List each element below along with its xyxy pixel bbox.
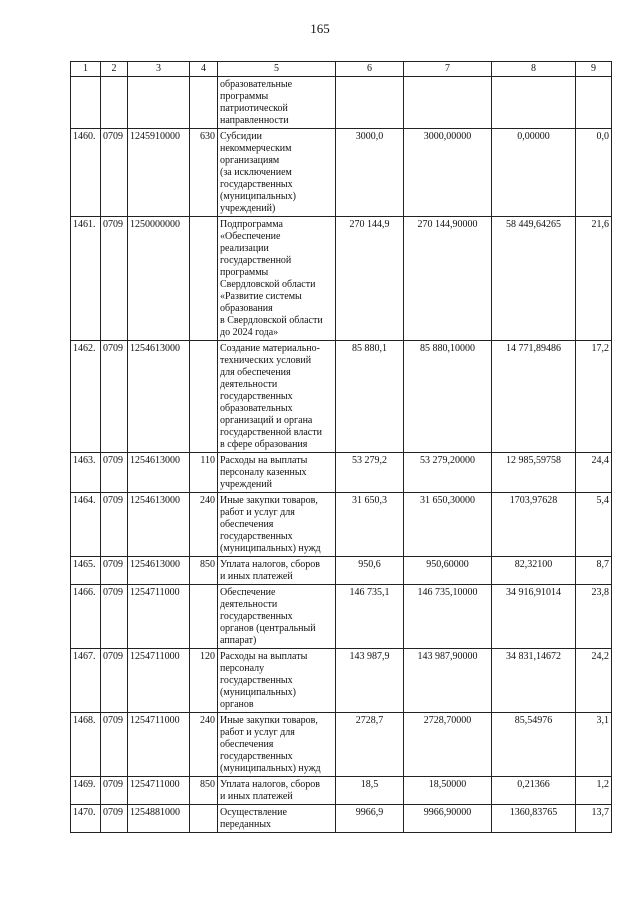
executed-amount-cell: 0,00000 — [492, 129, 576, 217]
row-number-cell: 1464. — [71, 493, 101, 557]
row-number-cell: 1465. — [71, 557, 101, 585]
plan-amount-cell: 9966,9 — [336, 805, 404, 833]
item-name-cell: образовательные программы патриотической направленности — [218, 77, 336, 129]
execution-percent-cell: 1,2 — [576, 777, 612, 805]
target-code-cell: 1250000000 — [128, 217, 190, 341]
section-code-cell: 0709 — [101, 129, 128, 217]
plan-amount-cell: 18,5 — [336, 777, 404, 805]
row-number-cell: 1461. — [71, 217, 101, 341]
plan-amount-cell: 3000,0 — [336, 129, 404, 217]
section-code-cell: 0709 — [101, 585, 128, 649]
approved-amount-cell: 143 987,90000 — [404, 649, 492, 713]
plan-amount-cell: 270 144,9 — [336, 217, 404, 341]
expense-type-cell: 240 — [190, 493, 218, 557]
table-row — [71, 341, 612, 453]
column-header: 3 — [128, 62, 190, 77]
section-code-cell: 0709 — [101, 649, 128, 713]
section-code-cell: 0709 — [101, 341, 128, 453]
execution-percent-cell — [576, 77, 612, 129]
expense-type-cell — [190, 217, 218, 341]
section-code-cell: 0709 — [101, 805, 128, 833]
column-header: 7 — [404, 62, 492, 77]
expense-type-cell — [190, 585, 218, 649]
approved-amount-cell — [404, 77, 492, 129]
expense-type-cell: 120 — [190, 649, 218, 713]
target-code-cell — [128, 77, 190, 129]
executed-amount-cell — [492, 77, 576, 129]
table-row — [71, 649, 612, 713]
execution-percent-cell: 0,0 — [576, 129, 612, 217]
expense-type-cell — [190, 341, 218, 453]
target-code-cell: 1254613000 — [128, 557, 190, 585]
target-code-cell: 1254711000 — [128, 585, 190, 649]
row-number-cell: 1462. — [71, 341, 101, 453]
target-code-cell: 1254881000 — [128, 805, 190, 833]
column-header: 5 — [218, 62, 336, 77]
plan-amount-cell: 2728,7 — [336, 713, 404, 777]
row-number-cell: 1463. — [71, 453, 101, 493]
target-code-cell: 1254613000 — [128, 341, 190, 453]
executed-amount-cell: 0,21366 — [492, 777, 576, 805]
row-number-cell: 1460. — [71, 129, 101, 217]
execution-percent-cell: 5,4 — [576, 493, 612, 557]
row-number-cell — [71, 77, 101, 129]
execution-percent-cell: 17,2 — [576, 341, 612, 453]
target-code-cell: 1245910000 — [128, 129, 190, 217]
table-row — [71, 129, 612, 217]
target-code-cell: 1254711000 — [128, 649, 190, 713]
column-header: 8 — [492, 62, 576, 77]
column-header: 4 — [190, 62, 218, 77]
expense-type-cell: 630 — [190, 129, 218, 217]
approved-amount-cell: 9966,90000 — [404, 805, 492, 833]
plan-amount-cell: 143 987,9 — [336, 649, 404, 713]
item-name-cell: Обеспечение деятельности государственных органов (центральный аппарат) — [218, 585, 336, 649]
section-code-cell: 0709 — [101, 453, 128, 493]
row-number-cell: 1470. — [71, 805, 101, 833]
executed-amount-cell: 58 449,64265 — [492, 217, 576, 341]
item-name-cell: Иные закупки товаров, работ и услуг для обеспечения государственных (муниципальных) нужд — [218, 713, 336, 777]
target-code-cell: 1254711000 — [128, 713, 190, 777]
approved-amount-cell: 270 144,90000 — [404, 217, 492, 341]
execution-percent-cell: 8,7 — [576, 557, 612, 585]
row-number-cell: 1469. — [71, 777, 101, 805]
approved-amount-cell: 53 279,20000 — [404, 453, 492, 493]
execution-percent-cell: 13,7 — [576, 805, 612, 833]
approved-amount-cell: 2728,70000 — [404, 713, 492, 777]
item-name-cell: Создание материально- технических условий для обеспечения деятельности государственных образовательных организаций и органа государственной власти в сфере образования — [218, 341, 336, 453]
plan-amount-cell: 53 279,2 — [336, 453, 404, 493]
executed-amount-cell: 82,32100 — [492, 557, 576, 585]
plan-amount-cell: 146 735,1 — [336, 585, 404, 649]
executed-amount-cell: 1360,83765 — [492, 805, 576, 833]
budget-table — [70, 61, 612, 833]
executed-amount-cell: 34 831,14672 — [492, 649, 576, 713]
column-header: 2 — [101, 62, 128, 77]
expense-type-cell — [190, 77, 218, 129]
table-row — [71, 557, 612, 585]
executed-amount-cell: 1703,97628 — [492, 493, 576, 557]
expense-type-cell — [190, 805, 218, 833]
column-header: 6 — [336, 62, 404, 77]
section-code-cell: 0709 — [101, 557, 128, 585]
table-row — [71, 777, 612, 805]
execution-percent-cell: 24,4 — [576, 453, 612, 493]
item-name-cell: Уплата налогов, сборов и иных платежей — [218, 777, 336, 805]
expense-type-cell: 850 — [190, 777, 218, 805]
expense-type-cell: 850 — [190, 557, 218, 585]
plan-amount-cell: 950,6 — [336, 557, 404, 585]
target-code-cell: 1254613000 — [128, 453, 190, 493]
target-code-cell: 1254711000 — [128, 777, 190, 805]
item-name-cell: Осуществление переданных — [218, 805, 336, 833]
item-name-cell: Иные закупки товаров, работ и услуг для обеспечения государственных (муниципальных) нужд — [218, 493, 336, 557]
item-name-cell: Подпрограмма «Обеспечение реализации государственной программы Свердловской области «Развитие системы образования в Свердловской области до 2024 года» — [218, 217, 336, 341]
section-code-cell: 0709 — [101, 713, 128, 777]
plan-amount-cell — [336, 77, 404, 129]
item-name-cell: Расходы на выплаты персоналу государственных (муниципальных) органов — [218, 649, 336, 713]
item-name-cell: Расходы на выплаты персоналу казенных учреждений — [218, 453, 336, 493]
row-number-cell: 1468. — [71, 713, 101, 777]
execution-percent-cell: 23,8 — [576, 585, 612, 649]
target-code-cell: 1254613000 — [128, 493, 190, 557]
executed-amount-cell: 12 985,59758 — [492, 453, 576, 493]
executed-amount-cell: 34 916,91014 — [492, 585, 576, 649]
table-row — [71, 493, 612, 557]
approved-amount-cell: 950,60000 — [404, 557, 492, 585]
expense-type-cell: 110 — [190, 453, 218, 493]
approved-amount-cell: 18,50000 — [404, 777, 492, 805]
table-row — [71, 217, 612, 341]
expense-type-cell: 240 — [190, 713, 218, 777]
table-header-row — [71, 62, 612, 77]
execution-percent-cell: 21,6 — [576, 217, 612, 341]
table-row — [71, 713, 612, 777]
section-code-cell: 0709 — [101, 493, 128, 557]
plan-amount-cell: 31 650,3 — [336, 493, 404, 557]
table-row — [71, 805, 612, 833]
approved-amount-cell: 3000,00000 — [404, 129, 492, 217]
execution-percent-cell: 24,2 — [576, 649, 612, 713]
approved-amount-cell: 85 880,10000 — [404, 341, 492, 453]
item-name-cell: Субсидии некоммерческим организациям (за исключением государственных (муниципальных) учреждений) — [218, 129, 336, 217]
table-row — [71, 453, 612, 493]
page-number: 165 — [310, 21, 330, 36]
section-code-cell — [101, 77, 128, 129]
column-header: 9 — [576, 62, 612, 77]
plan-amount-cell: 85 880,1 — [336, 341, 404, 453]
column-header: 1 — [71, 62, 101, 77]
row-number-cell: 1467. — [71, 649, 101, 713]
executed-amount-cell: 14 771,89486 — [492, 341, 576, 453]
approved-amount-cell: 146 735,10000 — [404, 585, 492, 649]
section-code-cell: 0709 — [101, 217, 128, 341]
item-name-cell: Уплата налогов, сборов и иных платежей — [218, 557, 336, 585]
section-code-cell: 0709 — [101, 777, 128, 805]
table-row — [71, 585, 612, 649]
execution-percent-cell: 3,1 — [576, 713, 612, 777]
approved-amount-cell: 31 650,30000 — [404, 493, 492, 557]
executed-amount-cell: 85,54976 — [492, 713, 576, 777]
row-number-cell: 1466. — [71, 585, 101, 649]
table-row — [71, 77, 612, 129]
